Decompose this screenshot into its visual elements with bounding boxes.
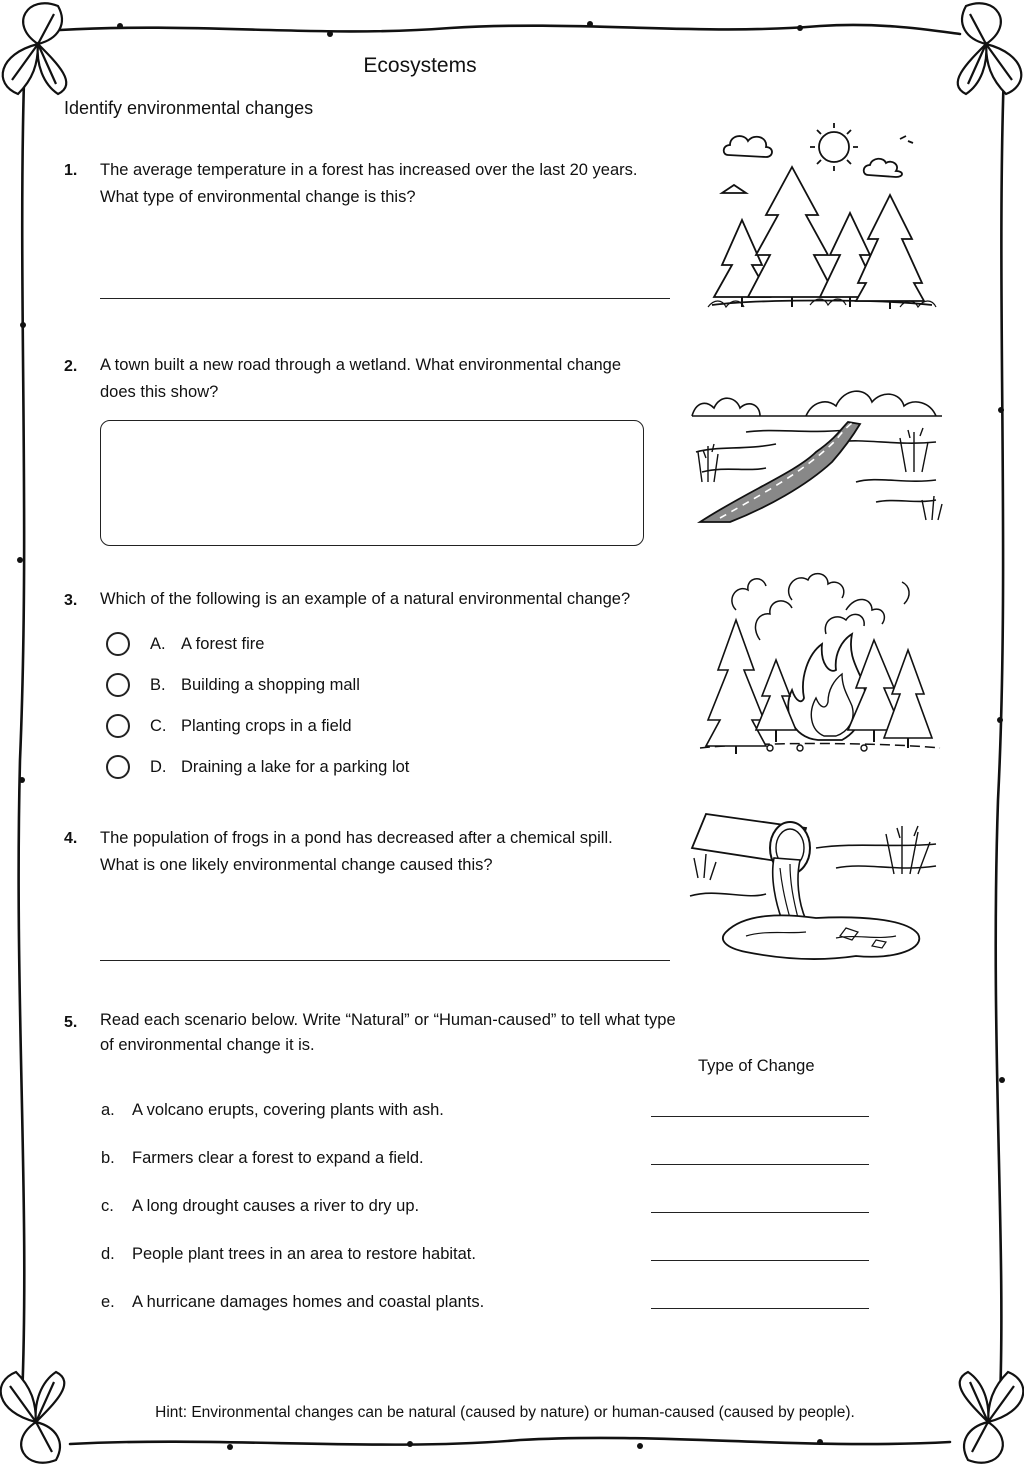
question-5-number: 5. bbox=[64, 1014, 78, 1031]
question-2-line-1: A town built a new road through a wetland. What environmental change bbox=[100, 356, 621, 374]
option-b-radio[interactable] bbox=[106, 673, 130, 697]
page-title: Ecosystems bbox=[363, 54, 477, 77]
page-subtitle: Identify environmental changes bbox=[64, 98, 314, 118]
scenario-e-letter: e. bbox=[101, 1293, 115, 1311]
scenario-b-text: Farmers clear a forest to expand a field. bbox=[132, 1149, 424, 1167]
question-4-text bbox=[100, 825, 613, 879]
scenario-b-answer-line[interactable] bbox=[651, 1164, 869, 1165]
scenario-a-text: A volcano erupts, covering plants with ash. bbox=[132, 1101, 444, 1119]
question-2-text bbox=[100, 352, 621, 406]
question-1-number: 1. bbox=[64, 162, 78, 179]
scenario-a-letter: a. bbox=[101, 1101, 115, 1119]
question-4-line-1: The population of frogs in a pond has decreased after a chemical spill. bbox=[100, 829, 613, 847]
scenario-c-text: A long drought causes a river to dry up. bbox=[132, 1197, 420, 1215]
question-4-number: 4. bbox=[64, 830, 78, 847]
question-1-line-1: The average temperature in a forest has increased over the last 20 years. bbox=[100, 161, 638, 179]
type-of-change-header: Type of Change bbox=[698, 1057, 815, 1075]
question-5-line-2: of environmental change it is. bbox=[100, 1036, 315, 1054]
question-5-text bbox=[100, 1008, 676, 1058]
option-d-letter: D. bbox=[150, 758, 167, 776]
scenario-c-answer-line[interactable] bbox=[651, 1212, 869, 1213]
hint-text: Hint: Environmental changes can be natural (caused by nature) or human-caused (caused by people). bbox=[155, 1404, 855, 1421]
scenario-e-text: A hurricane damages homes and coastal plants. bbox=[132, 1293, 485, 1311]
scenario-d-text: People plant trees in an area to restore habitat. bbox=[132, 1245, 476, 1263]
question-5-line-1: Read each scenario below. Write “Natural” or “Human-caused” to tell what type bbox=[100, 1011, 676, 1029]
scenario-e-answer-line[interactable] bbox=[651, 1308, 869, 1309]
question-4-line-2: What is one likely environmental change caused this? bbox=[100, 856, 493, 874]
question-1-line-2: What type of environmental change is this? bbox=[100, 188, 416, 206]
chemical-spill-pipe-illustration bbox=[686, 808, 948, 968]
forest-fire-illustration bbox=[696, 570, 942, 760]
option-a-text: A forest fire bbox=[181, 635, 265, 653]
option-b-text: Building a shopping mall bbox=[181, 676, 360, 694]
question-3-text: Which of the following is an example of a natural environmental change? bbox=[100, 590, 631, 608]
scenario-b-letter: b. bbox=[101, 1149, 115, 1167]
scenario-d-answer-line[interactable] bbox=[651, 1260, 869, 1261]
question-4-answer-line[interactable] bbox=[100, 960, 670, 961]
option-d-text: Draining a lake for a parking lot bbox=[181, 758, 410, 776]
wetland-road-illustration bbox=[686, 372, 948, 527]
option-b-letter: B. bbox=[150, 676, 166, 694]
question-2-answer-box[interactable] bbox=[100, 420, 644, 546]
option-c-radio[interactable] bbox=[106, 714, 130, 738]
question-1-text bbox=[100, 157, 637, 211]
forest-sun-illustration bbox=[700, 115, 945, 315]
scenario-a-answer-line[interactable] bbox=[651, 1116, 869, 1117]
option-a-radio[interactable] bbox=[106, 632, 130, 656]
option-c-letter: C. bbox=[150, 717, 167, 735]
question-1-answer-line[interactable] bbox=[100, 298, 670, 299]
scenario-c-letter: c. bbox=[101, 1197, 114, 1215]
question-2-line-2: does this show? bbox=[100, 383, 219, 401]
question-3-number: 3. bbox=[64, 592, 78, 609]
option-d-radio[interactable] bbox=[106, 755, 130, 779]
option-a-letter: A. bbox=[150, 635, 166, 653]
scenario-d-letter: d. bbox=[101, 1245, 115, 1263]
question-2-number: 2. bbox=[64, 358, 78, 375]
option-c-text: Planting crops in a field bbox=[181, 717, 352, 735]
